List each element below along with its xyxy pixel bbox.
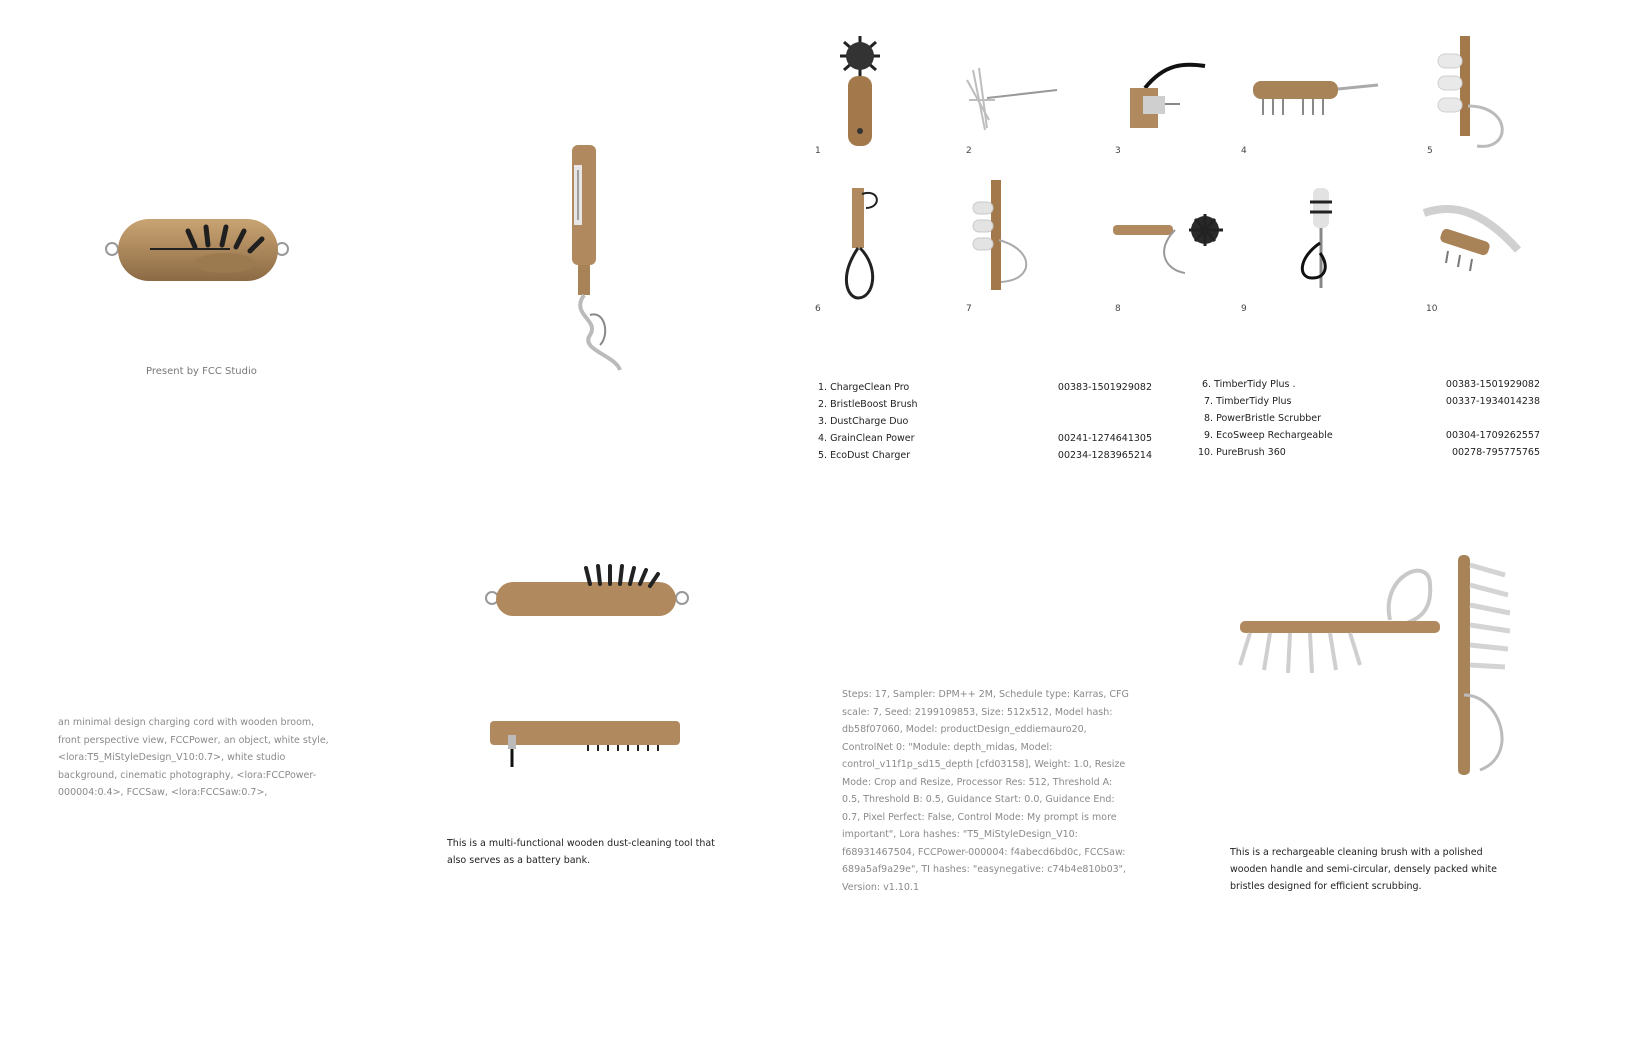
catalog-right xyxy=(1198,379,1540,464)
product-6-image xyxy=(840,188,890,303)
round-brush-image xyxy=(1220,555,1520,780)
catalog-name: 4. GrainClean Power xyxy=(818,433,915,444)
catalog-code: 00241-1274641305 xyxy=(1057,433,1152,444)
product-3-image xyxy=(1125,58,1210,133)
vertical-brush-image xyxy=(560,145,640,375)
product-4-image xyxy=(1248,75,1383,120)
catalog-code: 00304-1709262557 xyxy=(1445,430,1540,441)
grid-number-2: 2 xyxy=(966,146,972,156)
catalog-name: 7. TimberTidy Plus xyxy=(1204,396,1292,407)
caption-rechargeable: This is a rechargeable cleaning brush with a polished wooden handle and semi-circular, densely packed white bristles designed for efficient scrubbing. xyxy=(1230,847,1498,892)
catalog-name: 9. EcoSweep Rechargeable xyxy=(1204,430,1333,441)
product-10-image xyxy=(1418,205,1523,275)
catalog-code: 00383-1501929082 xyxy=(1445,379,1540,390)
grid-number-1: 1 xyxy=(815,146,821,156)
hero-brush-image xyxy=(100,205,300,295)
catalog-code: 00383-1501929082 xyxy=(1057,382,1152,393)
grid-number-6: 6 xyxy=(815,304,821,314)
side-brush-image xyxy=(488,715,693,770)
catalog-name: 10. PureBrush 360 xyxy=(1198,447,1286,458)
catalog-left xyxy=(818,382,1158,467)
generation-params: Steps: 17, Sampler: DPM++ 2M, Schedule type: Karras, CFG scale: 7, Seed: 2199109853, Size: 512x512, Model hash: db58f07060, Model: productDesign_eddiemauro20, ControlNet 0: "Module: depth_midas, Model: control_v11f1p_sd15_depth [cfd03158], Weight: 1.0, Resize Mode: Crop and Resize, Processor Res: 512, Threshold A: 0.5, Threshold B: 0.5, Guidance Start: 0.0, Guidance End: 0.7, Pixel Perfect: False, Control Mode: My prompt is more important", Lora hashes: "T5_MiStyleDesign_V10: f68931467504, FCCPower-000004: f4abecd6bd0c, FCCSaw: 689a5af9a29e", TI hashes: "easynegative: c74b4e810b03", Version: v1.10.1 xyxy=(842,689,1129,893)
catalog-name: 6. TimberTidy Plus . xyxy=(1202,379,1296,390)
catalog-code: 00337-1934014238 xyxy=(1445,396,1540,407)
catalog-name: 5. EcoDust Charger xyxy=(818,450,911,461)
grid-number-5: 5 xyxy=(1427,146,1433,156)
grid-number-3: 3 xyxy=(1115,146,1121,156)
catalog-name: 8. PowerBristle Scrubber xyxy=(1204,413,1322,424)
catalog-name: 1. ChargeClean Pro xyxy=(818,382,910,393)
caption-multifunctional: This is a multi-functional wooden dust-cleaning tool that also serves as a battery bank. xyxy=(447,838,715,866)
product-9-image xyxy=(1298,188,1348,293)
grid-number-10: 10 xyxy=(1426,304,1438,314)
prompt-text: an minimal design charging cord with wooden broom, front perspective view, FCCPower, an object, white style,<lora:T5_MiStyleDesign_V10:0.7>, white studio background, cinematic photography, <lora:FCCPower-000004:0.4>, FCCSaw, <lora:FCCSaw:0.7>, xyxy=(58,717,329,798)
grid-number-8: 8 xyxy=(1115,304,1121,314)
catalog-name: 3. DustCharge Duo xyxy=(818,416,909,427)
grid-number-9: 9 xyxy=(1241,304,1247,314)
product-8-image xyxy=(1105,205,1230,275)
catalog-name: 2. BristleBoost Brush xyxy=(818,399,918,410)
product-1-image xyxy=(830,36,890,151)
catalog-code: 00278-795775765 xyxy=(1451,447,1540,458)
product-2-image xyxy=(965,60,1060,135)
product-5-image xyxy=(1432,36,1512,156)
grid-number-7: 7 xyxy=(966,304,972,314)
catalog-code: 00234-1283965214 xyxy=(1057,450,1152,461)
studio-credit: Present by FCC Studio xyxy=(146,366,257,377)
product-7-image xyxy=(965,180,1035,295)
grid-number-4: 4 xyxy=(1241,146,1247,156)
horizontal-brush-image xyxy=(482,560,697,625)
